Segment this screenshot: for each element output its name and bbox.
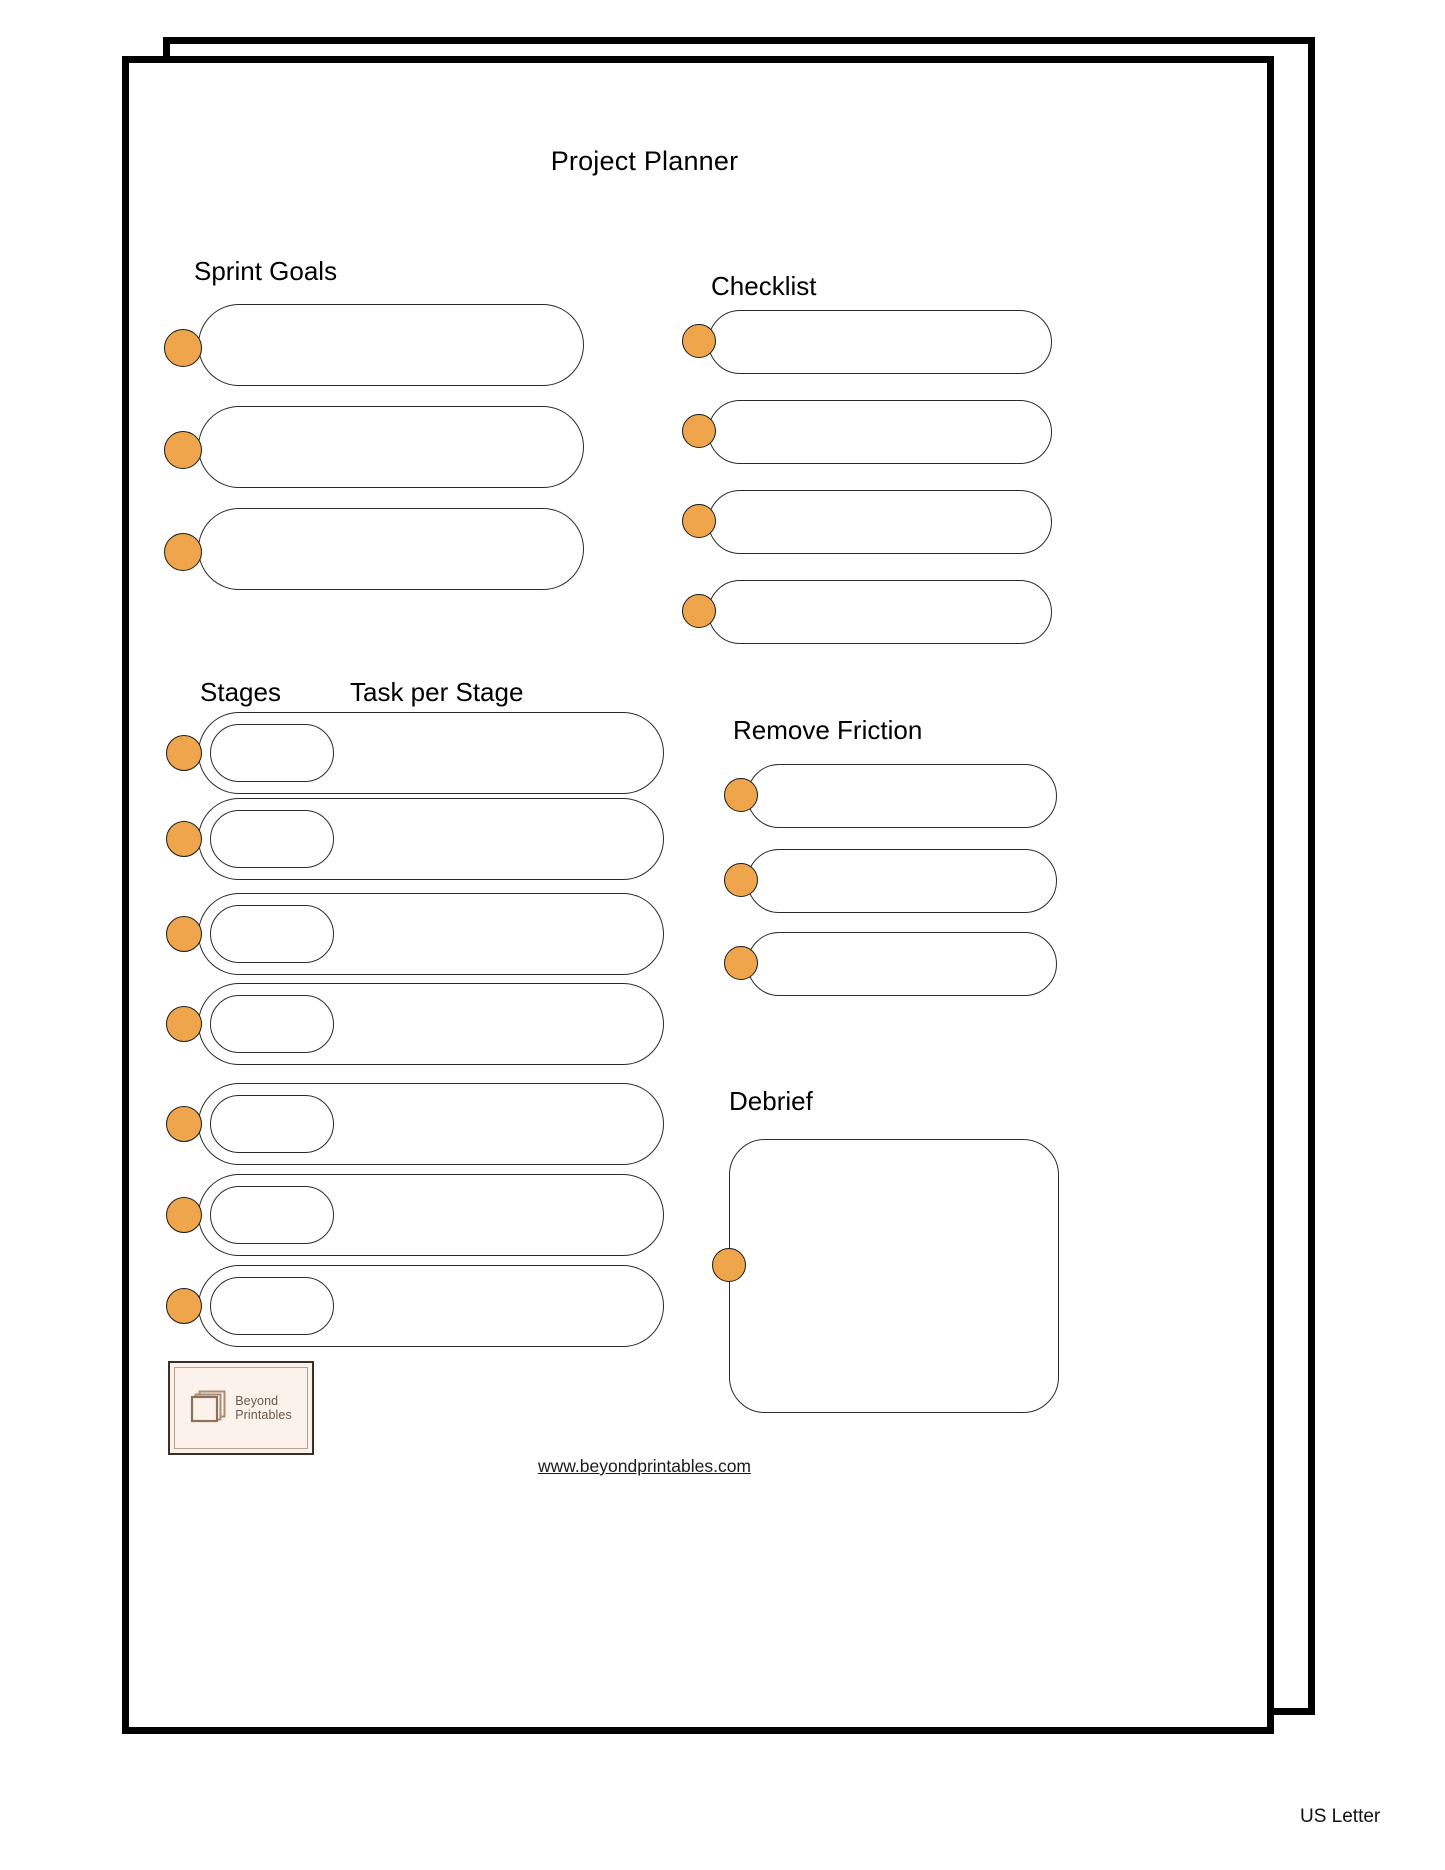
section-label-checklist: Checklist — [711, 271, 817, 301]
stage-field[interactable] — [210, 995, 334, 1053]
planner-sheet — [122, 56, 1274, 1734]
remove-friction-dot-icon[interactable] — [724, 778, 758, 812]
stage-field[interactable] — [210, 1277, 334, 1335]
checklist-field[interactable] — [708, 490, 1052, 554]
section-label-sprint-goals: Sprint Goals — [194, 256, 338, 286]
sprint-goal-field[interactable] — [198, 508, 584, 590]
checklist-field[interactable] — [708, 310, 1052, 374]
checklist-dot-icon[interactable] — [682, 594, 716, 628]
debrief-dot-icon[interactable] — [712, 1248, 746, 1282]
checklist-dot-icon[interactable] — [682, 504, 716, 538]
stage-field[interactable] — [210, 810, 334, 868]
brand-name — [235, 1394, 292, 1422]
sprint-goal-dot-icon[interactable] — [164, 431, 202, 469]
checklist-field[interactable] — [708, 400, 1052, 464]
remove-friction-field[interactable] — [747, 764, 1057, 828]
checklist-dot-icon[interactable] — [682, 414, 716, 448]
stage-dot-icon[interactable] — [166, 735, 202, 771]
stage-dot-icon[interactable] — [166, 1197, 202, 1233]
section-label-debrief: Debrief — [729, 1086, 813, 1116]
checklist-dot-icon[interactable] — [682, 324, 716, 358]
sprint-goal-field[interactable] — [198, 406, 584, 488]
section-label-remove-friction: Remove Friction — [733, 715, 923, 745]
sprint-goal-dot-icon[interactable] — [164, 533, 202, 571]
remove-friction-dot-icon[interactable] — [724, 946, 758, 980]
stage-field[interactable] — [210, 1186, 334, 1244]
stage-field[interactable] — [210, 724, 334, 782]
stage-dot-icon[interactable] — [166, 916, 202, 952]
stage-dot-icon[interactable] — [166, 1006, 202, 1042]
stage-field[interactable] — [210, 1095, 334, 1153]
section-label-task-per-stage: Task per Stage — [350, 677, 524, 707]
paper-size-label: US Letter — [1300, 1806, 1381, 1827]
brand-line-1: Beyond — [235, 1394, 279, 1408]
stacked-pages-icon — [190, 1389, 228, 1428]
page-title: Project Planner — [550, 146, 739, 176]
brand-line-2: Printables — [235, 1408, 292, 1422]
stage-dot-icon[interactable] — [166, 1106, 202, 1142]
sprint-goal-dot-icon[interactable] — [164, 329, 202, 367]
remove-friction-dot-icon[interactable] — [724, 863, 758, 897]
brand-logo-inner — [174, 1367, 308, 1449]
section-label-stages: Stages — [200, 677, 281, 707]
remove-friction-field[interactable] — [747, 849, 1057, 913]
debrief-field[interactable] — [729, 1139, 1059, 1413]
stage-dot-icon[interactable] — [166, 1288, 202, 1324]
site-url-link[interactable]: www.beyondprintables.com — [537, 1456, 752, 1476]
stage-dot-icon[interactable] — [166, 821, 202, 857]
remove-friction-field[interactable] — [747, 932, 1057, 996]
brand-logo — [168, 1361, 314, 1455]
sprint-goal-field[interactable] — [198, 304, 584, 386]
stage-field[interactable] — [210, 905, 334, 963]
checklist-field[interactable] — [708, 580, 1052, 644]
